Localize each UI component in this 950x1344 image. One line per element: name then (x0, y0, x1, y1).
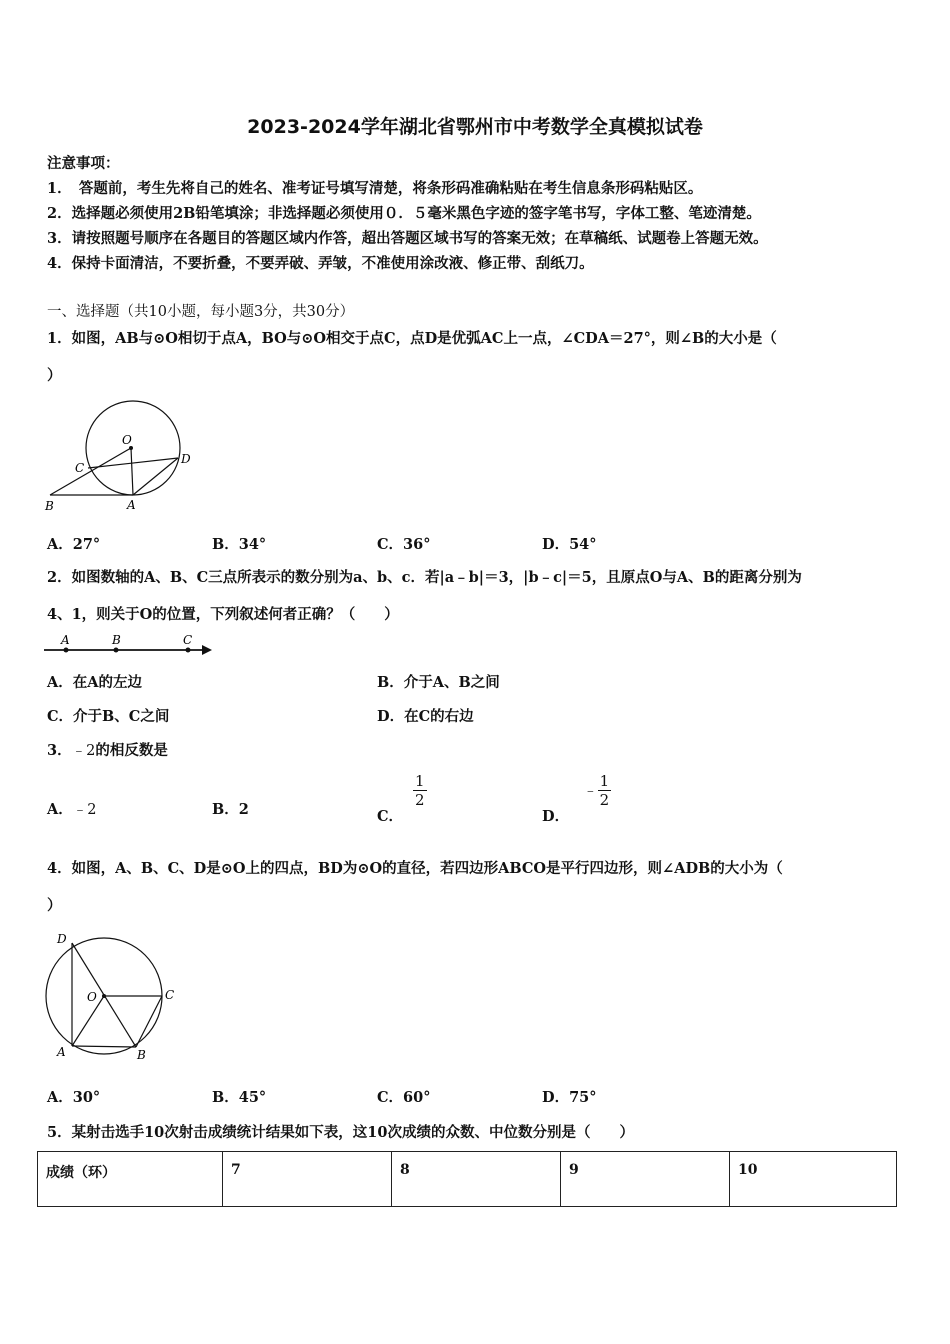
q1-label-o: O (122, 433, 132, 447)
q1-option-c[interactable]: C．36° (377, 536, 431, 553)
q4-center-dot (102, 994, 106, 998)
q1-label-d: D (181, 452, 191, 466)
q1-label-a: A (127, 498, 136, 512)
q4-option-a[interactable]: A．30° (47, 1089, 101, 1106)
notice-item-2: 2．选择题必须使用2B铅笔填涂；非选择题必须使用０．５毫米黑色字迹的签字笔书写，字体工整、笔迹清楚。 (47, 205, 761, 222)
q2-option-c[interactable]: C．介于B、C之间 (47, 708, 170, 725)
q2-point-c (186, 648, 191, 653)
q5-score-table (37, 1151, 897, 1207)
q1-option-d[interactable]: D．54° (542, 536, 597, 553)
q1-line-bo (50, 448, 131, 495)
q2-arrow-icon (202, 645, 212, 655)
q4-option-b[interactable]: B．45° (212, 1089, 267, 1106)
q4-label-b: B (137, 1048, 146, 1062)
q3-option-d-fraction (598, 772, 612, 809)
q3-option-c-num: 1 (415, 772, 425, 790)
table-cell: 8 (392, 1152, 561, 1207)
q3-option-d-label: D． (542, 807, 570, 825)
q4-option-c[interactable]: C．60° (377, 1089, 431, 1106)
q4-label-a: A (57, 1045, 66, 1059)
q3-option-d[interactable] (542, 772, 611, 825)
q3-stem (47, 739, 168, 760)
q1-option-a[interactable]: A．27° (47, 536, 101, 553)
q3-option-c-den: 2 (415, 791, 425, 809)
q2-point-b (114, 648, 119, 653)
q4-stem: 4．如图，A、B、C、D是⊙O上的四点，BD为⊙O的直径，若四边形ABCO是平行四边形，则∠ADB的大小为（ (47, 860, 783, 877)
table-cell: 9 (561, 1152, 730, 1207)
q1-option-b[interactable]: B．34° (212, 536, 267, 553)
notice-heading: 注意事项： (47, 155, 120, 172)
q2-label-a: A (61, 633, 70, 647)
q2-option-a[interactable]: A．在A的左边 (47, 674, 143, 691)
q4-option-d[interactable]: D．75° (542, 1089, 597, 1106)
q2-stem-end: 4、1，则关于O的位置，下列叙述何者正确？（ ） (47, 606, 399, 623)
q1-line-oa (131, 448, 133, 495)
section-heading: 一、选择题（共10小题，每小题3分，共30分） (47, 304, 355, 320)
notice-item-3: 3．请按照题号顺序在各题目的答题区域内作答，超出答题区域书写的答案无效；在草稿纸、试题卷上答题无效。 (47, 230, 768, 247)
table-cell: 7 (223, 1152, 392, 1207)
q3-option-d-sign: ﹣ (583, 782, 598, 799)
table-cell: 10 (730, 1152, 897, 1207)
q5-stem: 5．某射击选手10次射击成绩统计结果如下表，这10次成绩的众数、中位数分别是（ ） (47, 1124, 634, 1141)
table-cell-header: 成绩（环） (38, 1152, 223, 1207)
q3-number: 3． (47, 742, 72, 759)
table-row (38, 1152, 897, 1207)
page-title: 2023-2024学年湖北省鄂州市中考数学全真模拟试卷 (247, 116, 703, 138)
q4-label-o: O (87, 990, 97, 1004)
q4-figure (40, 928, 185, 1063)
q3-option-c-fraction (413, 772, 427, 809)
q1-stem-end: ） (47, 367, 62, 384)
q2-stem: 2．如图数轴的A、B、C三点所表示的数分别为a、b、c．若|a﹣b|＝3，|b﹣c|＝5，且原点O与A、B的距离分别为 (47, 569, 802, 586)
q2-number-line (42, 630, 217, 660)
q2-point-a (64, 648, 69, 653)
q3-option-b[interactable]: B．2 (212, 801, 249, 818)
q4-label-d: D (57, 932, 67, 946)
notice-item-4: 4．保持卡面清洁，不要折叠，不要弄破、弄皱，不准使用涂改液、修正带、刮纸刀。 (47, 255, 594, 272)
q1-line-cd (88, 458, 178, 468)
q3-option-a-value: ﹣2 (72, 802, 97, 818)
q1-label-c: C (75, 461, 85, 475)
q3-option-c[interactable] (377, 772, 427, 825)
q4-label-c: C (165, 988, 175, 1002)
notice-item-1: 1． 答题前，考生先将自己的姓名、准考证号填写清楚，将条形码准确粘贴在考生信息条形码粘贴区。 (47, 180, 703, 197)
q3-option-c-label: C． (377, 807, 404, 825)
q4-stem-end: ） (47, 897, 62, 914)
q2-option-b[interactable]: B．介于A、B之间 (377, 674, 500, 691)
q1-label-b: B (45, 499, 54, 513)
q3-value: ﹣2 (71, 743, 96, 759)
q2-label-c: C (183, 633, 193, 647)
q3-option-a-label: A． (47, 801, 73, 818)
q2-label-b: B (112, 633, 121, 647)
q4-line-ab (72, 1046, 136, 1047)
q3-option-d-den: 2 (599, 791, 610, 809)
q4-line-cb (136, 996, 162, 1047)
q3-option-a[interactable] (47, 798, 97, 819)
q3-option-d-num: 1 (599, 772, 610, 790)
q3-stem-text: 的相反数是 (95, 742, 168, 759)
q1-stem: 1．如图，AB与⊙O相切于点A，BO与⊙O相交于点C，点D是优弧AC上一点，∠CDA＝27°，则∠B的大小是（ (47, 330, 777, 347)
q1-figure (40, 398, 200, 516)
q2-option-d[interactable]: D．在C的右边 (377, 708, 474, 725)
